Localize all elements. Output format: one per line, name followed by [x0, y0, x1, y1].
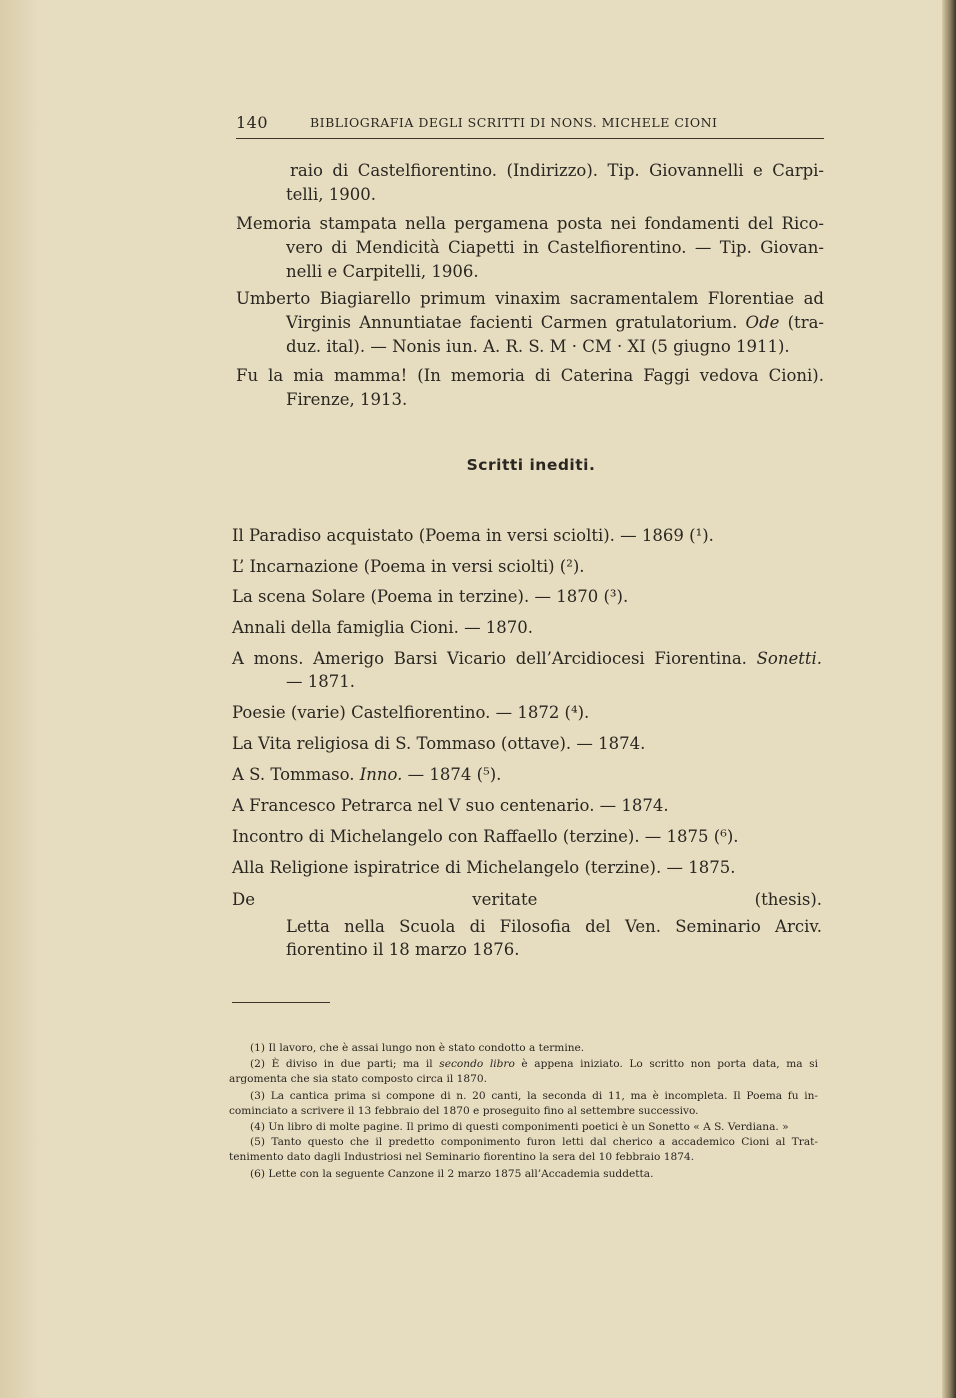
footnote-line: tenimento dato dagli Industriosi nel Seminario fiorentino la sera del 10 febbraio 1874.	[229, 1151, 695, 1163]
unpublished-work-line: Letta nella Scuola di Filosofia del Ven. Seminario Arciv.	[286, 917, 822, 936]
bibliography-entry-line: Memoria stampata nella pergamena posta nei fondamenti del Rico-	[236, 214, 824, 233]
bibliography-entry-line: duz. ital). — Nonis iun. A. R. S. M · CM · XI (5 giugno 1911).	[286, 337, 790, 356]
unpublished-work-line: Alla Religione ispiratrice di Michelangelo (terzine). — 1875.	[232, 858, 736, 877]
running-title: BIBLIOGRAFIA DEGLI SCRITTI DI NONS. MICHELE CIONI	[310, 115, 718, 130]
unpublished-work-line: fiorentino il 18 marzo 1876.	[286, 940, 520, 959]
unpublished-work-line: Il Paradiso acquistato (Poema in versi sciolti). — 1869 (¹).	[232, 526, 714, 545]
bibliography-entry-line: Virginis Annuntiatae facienti Carmen gratulatorium. Ode (tra-	[286, 313, 824, 332]
footnote-line: (4) Un libro di molte pagine. Il primo di questi componimenti poetici è un Sonetto « A S. Verdiana. »	[250, 1121, 789, 1133]
unpublished-work-line: A Francesco Petrarca nel V suo centenario. — 1874.	[232, 796, 669, 815]
bibliography-entry-line: Firenze, 1913.	[286, 390, 408, 409]
bibliography-entry-line: telli, 1900.	[286, 185, 376, 204]
footnote-line: (6) Lette con la seguente Canzone il 2 marzo 1875 all’Accademia suddetta.	[250, 1168, 654, 1180]
unpublished-work-line: A mons. Amerigo Barsi Vicario dell’Arcidiocesi Fiorentina. Sonetti.	[232, 649, 822, 668]
running-header	[236, 113, 824, 135]
footnote-line: (5) Tanto questo che il predetto componimento furon letti dal cherico a accademico Cioni al Trat-	[250, 1136, 818, 1148]
unpublished-work-line: L’ Incarnazione (Poema in versi sciolti) (²).	[232, 557, 585, 576]
page-shadow	[0, 0, 40, 1398]
page-edge	[942, 0, 956, 1398]
footnote-rule	[232, 1002, 330, 1003]
page-number: 140	[236, 113, 269, 132]
footnote-line: (1) Il lavoro, che è assai lungo non è stato condotto a termine.	[250, 1042, 585, 1054]
unpublished-work-line: La scena Solare (Poema in terzine). — 1870 (³).	[232, 587, 629, 606]
bibliography-entry-line: raio di Castelfiorentino. (Indirizzo). Tip. Giovannelli e Carpi-	[290, 161, 824, 180]
bibliography-entry-line: Umberto Biagiarello primum vinaxim sacramentalem Florentiae ad	[236, 289, 824, 308]
unpublished-work-line: De veritate (thesis).	[232, 890, 822, 909]
bibliography-entry-line: Fu la mia mamma! (In memoria di Caterina Faggi vedova Cioni).	[236, 366, 824, 385]
unpublished-work-line: A S. Tommaso. Inno. — 1874 (⁵).	[232, 765, 502, 784]
unpublished-work-line: Annali della famiglia Cioni. — 1870.	[232, 618, 534, 637]
bibliography-entry-line: nelli e Carpitelli, 1906.	[286, 262, 479, 281]
bibliography-entry-line: vero di Mendicità Ciapetti in Castelfiorentino. — Tip. Giovan-	[286, 238, 824, 257]
footnote-line: argomenta che sia stato composto circa il 1870.	[229, 1073, 487, 1085]
footnote-line: (3) La cantica prima si compone di n. 20 canti, la seconda di 11, ma è incompleta. Il Poema fu in-	[250, 1090, 818, 1102]
unpublished-work-line: Incontro di Michelangelo con Raffaello (terzine). — 1875 (⁶).	[232, 827, 739, 846]
unpublished-work-line: La Vita religiosa di S. Tommaso (ottave). — 1874.	[232, 734, 646, 753]
footnote-line: (2) È diviso in due parti; ma il secondo libro è appena iniziato. Lo scritto non porta data, ma si	[250, 1058, 818, 1070]
header-rule	[236, 138, 824, 139]
unpublished-work-line: Poesie (varie) Castelfiorentino. — 1872 (⁴).	[232, 703, 590, 722]
unpublished-work-line: — 1871.	[286, 672, 355, 691]
section-title: Scritti inediti.	[466, 456, 596, 474]
footnote-line: cominciato a scrivere il 13 febbraio del 1870 e proseguito fino al settembre successivo.	[229, 1105, 699, 1117]
